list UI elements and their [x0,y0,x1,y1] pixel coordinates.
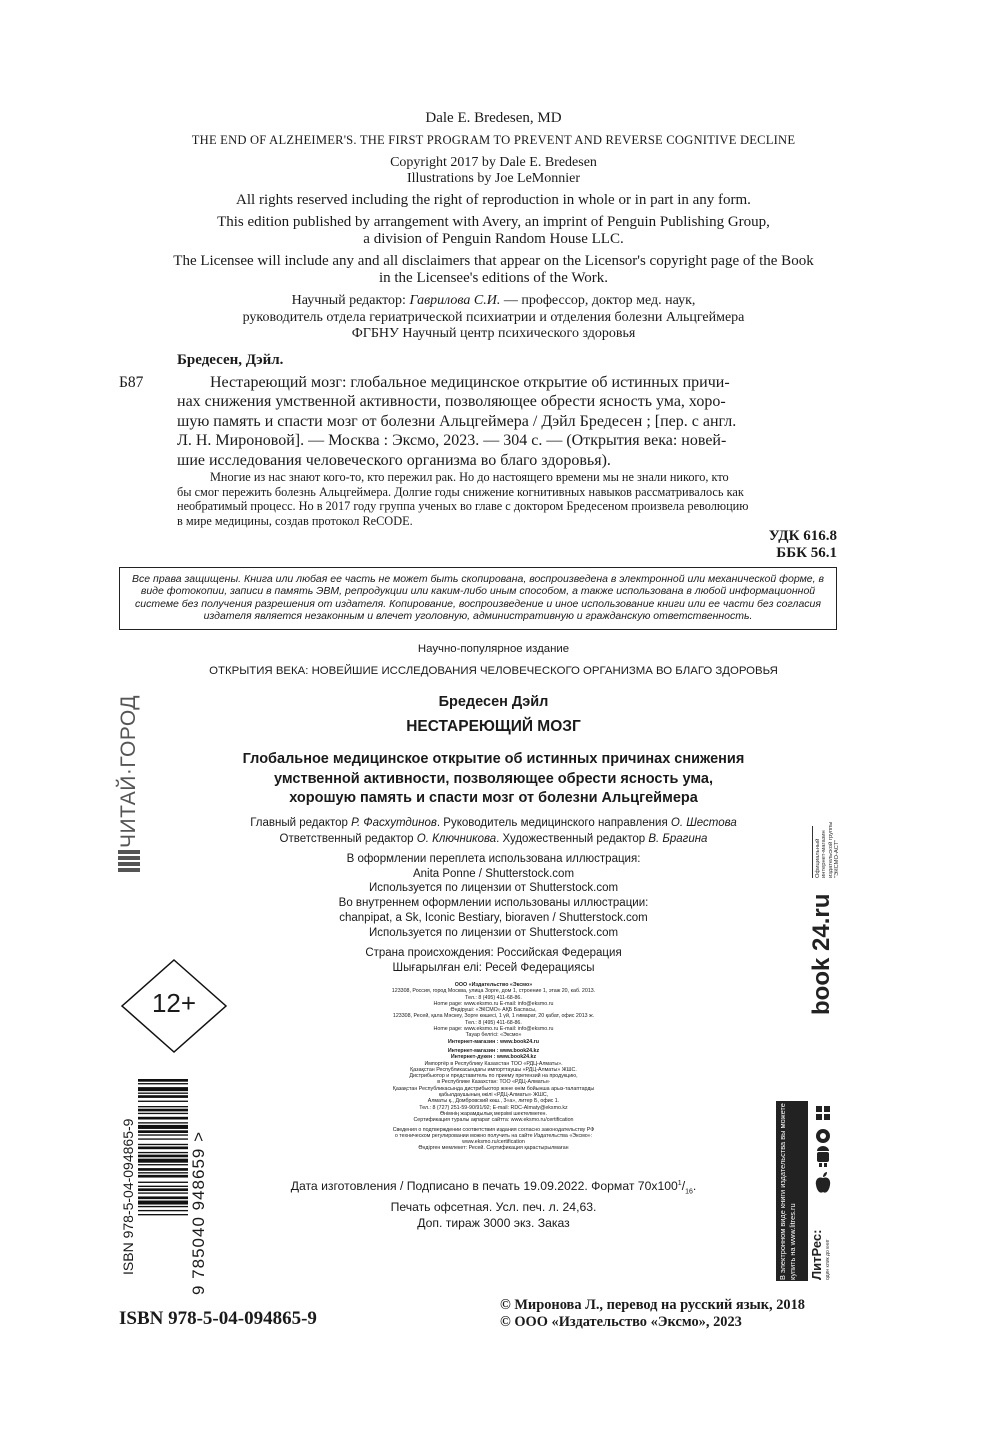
catalog-annotation [177,470,839,528]
publisher-line: Сведения о подтверждении соответствия издания согласно законодательству РФ [392,1126,595,1133]
catalog-line: шие исследования человеческого организма во благо здоровья). [177,451,611,469]
publisher-line: Тел.: 8 (495) 411-68-86. [465,994,522,1001]
edition-note-1: This edition published by arrangement with Avery, an imprint of Penguin Publishing Group, [217,214,770,230]
publisher-name: ООО «Издательство «Эксмо» [454,982,533,988]
annotation-line: Многие из нас знают кого-то, кто пережил рак. Но до настоящего времени мы не знали никого, кто [210,470,729,484]
science-editor-label: Научный редактор: [291,293,410,308]
barcode-bar [138,1109,188,1112]
publisher-line: Қазақстан Республикасындағы импорттаушы «РДЦ-Алматы» ЖШС. [410,1066,577,1073]
barcode-bar [138,1164,188,1165]
catalog-line: шую память и спасти мозг от болезни Альцгеймера / Дэйл Бредесен ; [пер. с англ. [177,412,737,430]
barcode-bar [138,1087,188,1091]
science-editor-position: руководитель отдела гериатрической психиатрии и отделения болезни Альцгеймера [242,310,745,325]
barcode-bar [138,1095,188,1098]
science-editor-name: Гаврилова С.И. [409,293,501,308]
barcode-bar [138,1083,188,1084]
barcode-bar [138,1079,188,1082]
direction-head-name: О. Шестова [670,817,737,829]
publisher-line: Home page: www.eksmo.ru E-mail: info@eksmo.ru [433,1026,554,1033]
platform-icons [814,1104,832,1204]
art-editor-name: В. Брагина [648,833,708,845]
annotation-line: в мире медицины, создав протокол ReCODE. [177,513,413,528]
publisher-line: Тауар белгісі: «Эксмо» [465,1032,522,1039]
print-date-line: Дата изготовления / Подписано в печать 19.09.2022. Формат $70x100^1/_{16}$. [290,1179,697,1196]
litres-promo-line: купить на www.litres.ru [787,1203,797,1280]
book-stripes-icon [118,850,140,872]
age-rating-text: 12+ [151,988,197,1018]
barcode-bar [138,1159,188,1163]
barcode-bar [138,1144,188,1145]
imprint-subtitle [0,750,987,809]
rights-notice-box [119,567,837,630]
book24-note [815,822,841,878]
book24-note-line: Официальный [815,838,821,878]
subtitle-line: умственной активности, позволяющее обрести ясность ума, [274,770,713,787]
annotation-line: необратимый процесс. Но в 2017 году группа ученых во главе с доктором Бредесеном произвела революцию [177,499,749,514]
android-icon [817,1146,829,1167]
publisher-line: Алматы қ., Домбровский көш., 3«а», литер Б, офис 1. [427,1098,560,1105]
publisher-line: Қазақстан Республикасында дистрибьютор және өнім бойынша арыз-талаптарды [392,1085,595,1092]
barcode-bar [138,1134,188,1135]
catalog-author-heading: Бредесен, Дэйл. [177,352,284,368]
barcode-bar [138,1093,188,1094]
subtitle-line: Глобальное медицинское открытие об истинных причинах снижения [242,751,745,767]
country-ru: Страна происхождения: Российская Федерация [365,947,622,959]
print-run: Доп. тираж 3000 экз. Заказ [417,1215,570,1230]
litres-brand: ЛитРес: [809,1229,824,1280]
resp-editor-label: Ответственный редактор [279,833,417,845]
catalog-line: нах снижения умственной активности, позволяющее обрести ясность ума, хоро- [177,393,726,411]
illustration-line: Используется по лицензии от Shutterstock.com [368,926,619,939]
barcode-bar [138,1192,188,1193]
licensee-note-2: in the Licensee's editions of the Work. [378,270,609,286]
publisher-line: Өнімнің жарамдылық мерзімі шектелмеген. [440,1110,547,1117]
book24-note-line: интернет-магазин [821,830,828,878]
barcode-digits: 9 785040 948659 > [189,1130,208,1295]
litres-tagline: один клик до книг [825,1239,831,1280]
barcode-bar [138,1206,188,1207]
original-title: THE END OF ALZHEIMER'S. THE FIRST PROGRAM TO PREVENT AND REVERSE COGNITIVE DECLINE [191,133,796,147]
barcode-bar [138,1106,188,1107]
windows-icon [816,1106,830,1120]
publisher-line: в Республике Казахстан: ТОО «РДЦ-Алматы» [437,1079,550,1086]
barcode-bar [138,1117,188,1120]
copyright-publisher: © ООО «Издательство «Эксмо», 2023 [500,1313,742,1330]
original-copyright: Copyright 2017 by Dale E. Bredesen [390,155,597,170]
publisher-line: 123308, Ресей, қала Мәскеу, Зорге көшесі, 1 үй, 1 ғимарат, 20 қабат, офис 2013 ж. [392,1013,595,1020]
copyright-ru [500,1297,805,1330]
imprint-title: НЕСТАРЕЮЩИЙ МОЗГ [406,718,581,735]
blackberry-icon [816,1129,830,1143]
barcode-bar [138,1155,188,1158]
barcode-bar [138,1188,188,1191]
publisher-line: Интернет-дүкен : www.book24.kz [450,1054,537,1061]
original-author: Dale E. Bredesen, MD [425,110,562,126]
book24-divider [812,826,813,878]
publisher-line: Сертификация туралы ақпарат сайтта: www.eksmo.ru/certification [413,1117,574,1124]
barcode-bar [138,1122,188,1123]
licensee-note-1: The Licensee will include any and all disclaimers that appear on the Licensor's copyright page of the Book [173,253,814,269]
chief-editor-name: Р. Фасхутдинов [351,817,437,829]
litres-platform-icons [814,1104,832,1204]
imprint-author: Бредесен Дэйл [438,694,549,710]
barcode-bar [138,1201,188,1205]
illustration-line: Во внутреннем оформлении использованы иллюстрации: [338,897,649,910]
bbk-code: ББК 56.1 [776,545,837,561]
chitai-gorod-brand: ЧИТАЙ·ГОРОД [117,695,140,848]
barcode-bar [138,1186,188,1187]
print-type: Печать офсетная. Усл. печ. л. 24,63. [390,1200,597,1214]
copyright-translation: © Миронова Л., перевод на русский язык, 2018 [500,1297,805,1313]
illustrations-credit: Illustrations by Joe LeMonnier [406,171,581,186]
publisher-line: 123308, Россия, город Москва, улица Зорге, дом 1, строение 1, этаж 20, каб. 2013. [391,988,596,995]
barcode-bar [138,1182,188,1183]
science-editor-org: ФГБНУ Научный центр психического здоровья [351,326,636,341]
illustration-line: Используется по лицензии от Shutterstock.com [368,882,619,895]
series-title: ОТКРЫТИЯ ВЕКА: НОВЕЙШИЕ ИССЛЕДОВАНИЯ ЧЕЛОВЕЧЕСКОГО ОРГАНИЗМА ВО БЛАГО ЗДОРОВЬЯ [209,665,778,677]
barcode-bar [138,1101,188,1102]
illustration-line: Anita Ponne / Shutterstock.com [412,867,575,880]
annotation-line: бы смог пережить болезнь Альцгеймера. Долгие годы снижение когнитивных навыков рассматривалось как [177,484,744,499]
resp-editor-name: О. Ключникова [416,833,497,845]
isbn-barcode [138,1079,188,1275]
barcode-bar [138,1113,188,1114]
barcode-bar [138,1214,188,1215]
rights-reserved: All rights reserved including the right of reproduction in whole or in part in any form. [236,192,751,208]
litres-promo-line: В электронном виде книги издательства вы можете [778,1103,787,1280]
publisher-line: Интернет-магазин : www.book24.ru [448,1038,539,1045]
apple-icon [816,1172,830,1193]
barcode-bar [138,1130,188,1133]
rights-notice-text: Все права защищены. Книга или любая ее часть не может быть скопирована, воспроизведена в электронной или механической форме, в виде фотокопии, записи в память ЭВМ, репродукции или каким-либо иным способом, а также использована в любой информационной системе без получения разрешения от издателя. Копирование, воспроизведение и иное использование книги или ее части без согласия издателя является незаконным и влечет уголовную, административную и гражданскую ответственность. [132,573,824,623]
barcode-bar [138,1168,188,1171]
book24-brand: book 24.ru [808,893,835,1015]
print-date-end: . [692,1179,697,1194]
publisher-line: Өндіруші: «ЭКСМО» АҚБ Баспасы, [450,1007,537,1014]
barcode-isbn-label: ISBN 978-5-04-094865-9 [120,1118,136,1275]
litres-promo-text [778,1102,797,1280]
publisher-line: www.eksmo.ru/certification [462,1139,525,1146]
format-denominator: 16 [685,1188,693,1196]
format-numerator: 1 [677,1180,682,1187]
print-date: Дата изготовления / Подписано в печать 19.09.2022. Формат 70x100 [290,1179,678,1194]
edition-note-2: a division of Penguin Random House LLC. [363,231,624,247]
chief-editor-label: Главный редактор [250,817,352,829]
direction-head-label: . Руководитель медицинского направления [436,817,671,829]
publisher-line: Импортёр в Республику Казахстан ТОО «РДЦ-Алматы». [424,1060,563,1067]
barcode-bar [138,1175,188,1178]
publisher-line: қабылдаушының өкілі «РДЦ-Алматы» ЖШС, [438,1092,549,1099]
publisher-line: Тел.: 8 (495) 411-68-86. [465,1019,522,1026]
barcode-bar [138,1210,188,1211]
publisher-line: Home page: www.eksmo.ru E-mail: info@eksmo.ru [433,1000,554,1007]
publisher-line: Өндірген мемлекет: Ресей. Сертификация қарастырылмаған [418,1145,569,1152]
udk-code: УДК 616.8 [768,528,837,544]
book24-note-line: "ЭКСМО-АСТ" [834,839,841,878]
publisher-line: о техническом регулировании можно получить на сайте Издательства «Эксмо»: [394,1132,593,1139]
catalog-code: Б87 [119,374,144,391]
chitai-gorod-logo [118,850,140,872]
publisher-line: Интернет-магазин : www.book24.kz [447,1047,540,1054]
catalog-line: Л. Н. Мироновой]. — Москва : Эксмо, 2023. — 304 с. — (Открытия века: новей- [177,432,727,450]
book24-note-line: издательской группы [827,821,834,878]
barcode-bar [138,1172,188,1173]
catalog-description [177,373,839,470]
science-editor-title: — профессор, доктор мед. наук, [500,293,696,308]
age-rating-badge [120,958,228,1054]
science-editor-line [0,292,987,309]
barcode-bar [138,1196,188,1199]
isbn: ISBN 978-5-04-094865-9 [119,1308,317,1329]
barcode-bar [138,1125,188,1129]
barcode-bar [138,1152,188,1153]
country-kz: Шығарылған елі: Ресей Федерациясы [392,961,595,974]
barcode-bar [138,1147,188,1150]
catalog-line: Нестареющий мозг: глобальное медицинское открытие об истинных причи- [210,374,730,391]
publisher-line: Тел.: 8 (727) 251-59-90/91/92; E-mail: RDC-Almaty@eksmo.kz [419,1104,568,1111]
art-editor-label: . Художественный редактор [496,833,649,845]
edition-genre: Научно-популярное издание [417,643,570,655]
illustration-line: chanpipat, a Sk, Iconic Bestiary, bioraven / Shutterstock.com [339,911,648,924]
subtitle-line: хорошую память и спасти мозг от болезни Альцгеймера [289,790,698,806]
publisher-line: Дистрибьютор и представитель по приему претензий на продукцию, [409,1073,578,1080]
illustration-line: В оформлении переплета использована иллюстрация: [346,853,641,865]
barcode-bar [138,1138,188,1139]
